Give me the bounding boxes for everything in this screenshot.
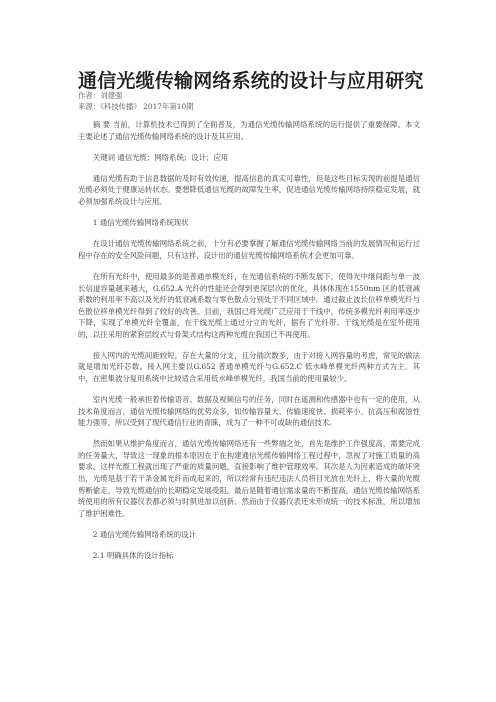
intro-paragraph: 通信光缆有助于信息数据的及时有效传递，提高信息的真实可靠性，但是这些目标实现的前提是通信光缆必须处于健康运转状态。要想降低通信光缆的故障发生率，促进通信光缆传输网络持续稳定发展，就必须加强系统设计与应用。 <box>78 173 420 206</box>
article-body <box>78 119 420 572</box>
body-paragraph: 室内光缆一般承担着传输语音、数据及视频信号的任务，同时在遥测和传感器中也有一定的使用，从技术角度而言，通信光缆传输网络的优势众多，如传输容量大、传输速度快、损耗率小、抗高压和腐蚀性能力强等，所以受到了现代通信行业的青睐，成为了一种不可或缺的通信技术。 <box>78 395 420 428</box>
section-heading-2: 2 通信光缆传输网络系统的设计 <box>92 529 196 539</box>
author-line: 作者：刘建强 <box>78 91 123 100</box>
body-paragraph: 接入网内的光缆间距较短，存在大量的分支，且分插次数多，由于对接入网容量的考虑，常见的做法就是增加光纤芯数。接入网主要以G.652 普通单模光纤与G.652.C 低水峰单模光纤两种方式为主。其中，在密集波分复用系统中比较适合采用低水峰单模光纤，我国当前的使用量较少。 <box>78 350 420 384</box>
article-title: 通信光缆传输网络系统的设计与应用研究 <box>78 70 424 92</box>
abstract-paragraph: 摘 要 当前，计算机技术已得到了全面普及，为通信光缆传输网络系统的运行提供了重要保障。本文主要论述了通信光缆传输网络系统的设计及其应用。 <box>78 120 420 141</box>
keywords-paragraph: 关键词 通信光缆；网络系统；设计；应用 <box>92 152 229 162</box>
source-line: 来源：《科技传播》 2017年第10期 <box>78 102 194 111</box>
subsection-heading-2-1: 2.1 明确具体的设计指标 <box>92 551 174 561</box>
section-heading-1: 1 通信光缆传输网络系统现状 <box>92 217 189 227</box>
body-paragraph: 在所有光纤中，使用最多的是普通单模光纤，在光通信系统的不断发展下，使得光中继间距与单一波长信道容量越来越大，G.652.A 光纤的性能还会得到更深层次的优化，具体体现在1550nm 区的低衰减系数的利用率不高以及光纤的低衰减系数与零色散点分别处于不同区域中。通过截止波长位移单模光纤与色散位移单模光纤得到了较好的改善。目前，我国已将光缆广泛应用于干线中，传统多模光纤利用率逐步下降，实现了单模光纤全覆盖，在干线光缆上通过分立的光纤，据有了光纤带。干线光缆是在室外使用的，以往采用的紧套层绞式与骨架式结构这两种光缆在我国已不再使用。 <box>78 271 420 339</box>
body-paragraph: 然而如果从维护角度而言，通信光缆传输网络还有一些弊端之处，首先是维护工作强度高，需要完成的任务量大，导致这一现象的根本原因在于在构建通信光缆传输网络工程过程中，忽视了对施工质量的高要求，这样光缆工程就出现了严重的质量问题，直接影响了维护管理效率。其次是人为因素造成的破坏突出，光缆是基于若干条金属光纤而成起来的，所以经常有违纪违法人员将目光放在光纤上，将大量的光缆剪断偷走，导致光缆通信的长期稳定发展受阻。最后是随着通信需求量的不断提高，通信光缆传输网络系统使用的所有仪器仪表都必须与时俱进加以创新。然而由于仪器仪表还未形成统一的技术标准，所以增加了维护困难性。 <box>78 439 420 518</box>
body-paragraph: 在设计通信光缆传输网络系统之前，十分有必要掌握了解通信光缆传输网络当前的发展情况和运行过程中存在的安全风险问题，只有这样，设计出的通信光缆传输网络系统才会更加可靠。 <box>78 239 420 260</box>
